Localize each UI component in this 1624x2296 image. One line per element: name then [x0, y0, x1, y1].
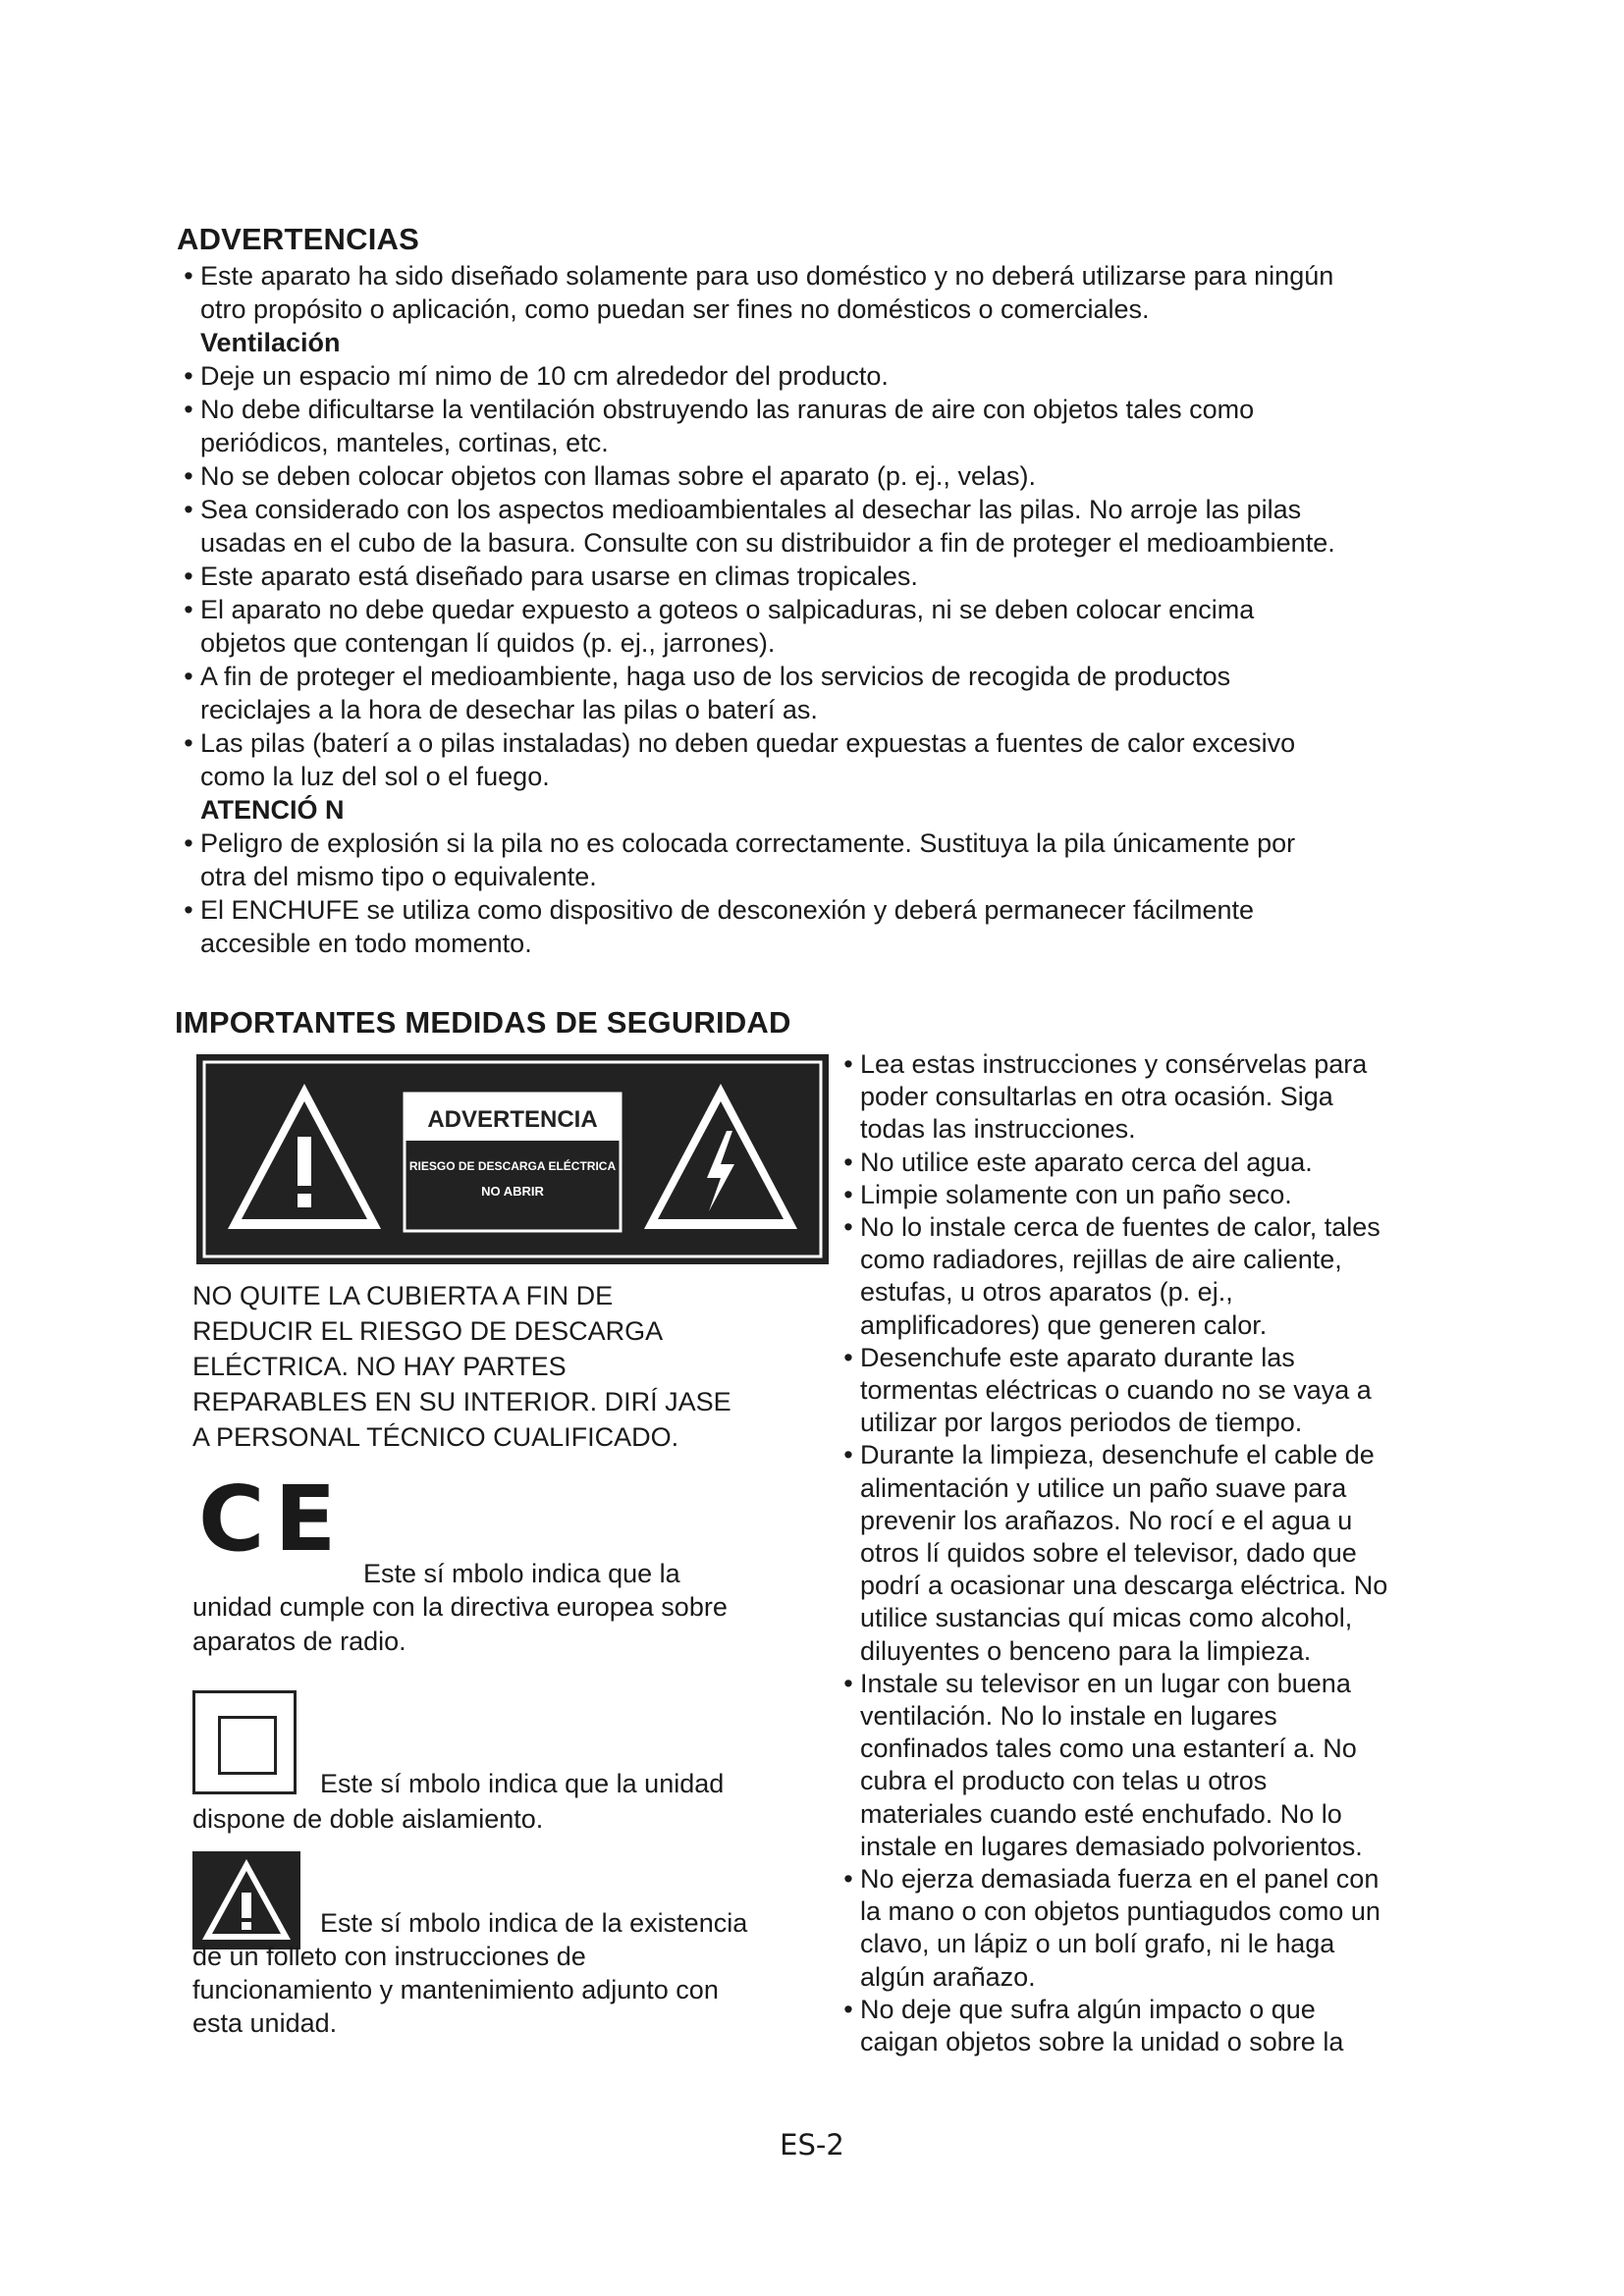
bullet-continuation: caigan objetos sobre la unidad o sobre la: [860, 2027, 1344, 2057]
bullet-continuation: estufas, u otros aparatos (p. ej.,: [860, 1277, 1233, 1308]
bullet-item: • Lea estas instrucciones y consérvelas para: [837, 1048, 1485, 1081]
bullet-continuation: tormentas eléctricas o cuando no se vaya a: [860, 1375, 1372, 1406]
bullet-continuation: utilizar por largos periodos de tiempo.: [860, 1408, 1303, 1438]
caption-line: NO QUITE LA CUBIERTA A FIN DE: [192, 1281, 614, 1310]
bullet-item: • No ejerza demasiada fuerza en el panel con: [837, 1863, 1485, 1896]
bullet-item: • No deje que sufra algún impacto o que: [837, 1994, 1485, 2026]
manual-text-2: de un folleto con instrucciones de: [192, 1942, 586, 1971]
double-insulation-text-2: dispone de doble aislamiento.: [192, 1804, 544, 1834]
bullet-item: • Sea considerado con los aspectos medioambientales al desechar las pilas. No arroje las pilas: [177, 493, 1473, 526]
bullet-continuation: instale en lugares demasiado polvorientos.: [860, 1831, 1363, 1861]
bullet-item: • Las pilas (baterí a o pilas instaladas) no deben quedar expuestas a fuentes de calor excesivo: [177, 726, 1473, 760]
bullet-continuation: otra del mismo tipo o equivalente.: [200, 862, 597, 891]
label-title: ADVERTENCIA: [427, 1106, 598, 1133]
bullet-continuation: materiales cuando esté enchufado. No lo: [860, 1798, 1342, 1829]
double-insulation-icon: [192, 1690, 297, 1794]
bullet-item: • No debe dificultarse la ventilación obstruyendo las ranuras de aire con objetos tales como: [177, 393, 1473, 426]
bullet-continuation: la mano o con objetos puntiagudos como un: [860, 1896, 1380, 1927]
subheading: Ventilación: [200, 328, 341, 357]
warnings-title: ADVERTENCIAS: [177, 222, 419, 256]
manual-text-4: esta unidad.: [192, 2008, 338, 2038]
shock-warning-label: [196, 1054, 829, 1264]
bullet-continuation: objetos que contengan lí quidos (p. ej., jarrones).: [200, 628, 776, 658]
bullet-item: • No se deben colocar objetos con llamas sobre el aparato (p. ej., velas).: [177, 459, 1473, 493]
bullet-continuation: confinados tales como una estanterí a. No: [860, 1734, 1357, 1764]
caption-line: A PERSONAL TÉCNICO CUALIFICADO.: [192, 1422, 679, 1452]
manual-text-3: funcionamiento y mantenimiento adjunto con: [192, 1975, 719, 2004]
warnings-list: [177, 259, 1473, 960]
bullet-item: • El ENCHUFE se utiliza como dispositivo de desconexión y deberá permanecer fácilmente: [177, 893, 1473, 927]
bullet-continuation: periódicos, manteles, cortinas, etc.: [200, 428, 609, 457]
ce-mark-icon: CE: [198, 1467, 347, 1572]
bullet-continuation: alimentación y utilice un paño suave para: [860, 1472, 1347, 1503]
bullet-item: • No utilice este aparato cerca del agua.: [837, 1147, 1485, 1179]
warnings-section: [177, 222, 1473, 960]
bullet-continuation: prevenir los arañazos. No rocí e el agua u: [860, 1505, 1353, 1535]
bullet-continuation: amplificadores) que generen calor.: [860, 1309, 1268, 1340]
bullet-continuation: poder consultarlas en otra ocasión. Siga: [860, 1082, 1333, 1112]
bullet-continuation: como radiadores, rejillas de aire caliente,: [860, 1245, 1342, 1275]
bullet-item: • Peligro de explosión si la pila no es colocada correctamente. Sustituya la pila únicamente por: [177, 827, 1473, 860]
bullet-continuation: otros lí quidos sobre el televisor, dado que: [860, 1538, 1357, 1569]
double-insulation-text-1: Este sí mbolo indica que la unidad: [320, 1769, 725, 1798]
bullet-item: • Deje un espacio mí nimo de 10 cm alrededor del producto.: [177, 359, 1473, 393]
bullet-continuation: usadas en el cubo de la basura. Consulte con su distribuidor a fin de proteger el medioambiente.: [200, 528, 1335, 558]
label-caption: [192, 1278, 821, 1455]
manual-warning-icon: [192, 1851, 300, 1949]
label-line1: RIESGO DE DESCARGA ELÉCTRICA: [408, 1159, 617, 1173]
bullet-continuation: accesible en todo momento.: [200, 929, 532, 958]
bullet-item: • Este aparato está diseñado para usarse en climas tropicales.: [177, 560, 1473, 593]
subheading: ATENCIÓ N: [200, 795, 345, 825]
bullet-continuation: cubra el producto con telas u otros: [860, 1766, 1268, 1796]
ce-text-3: aparatos de radio.: [192, 1627, 406, 1656]
label-line2: NO ABRIR: [481, 1184, 544, 1199]
caption-line: REPARABLES EN SU INTERIOR. DIRÍ JASE: [192, 1387, 731, 1416]
safety-title: IMPORTANTES MEDIDAS DE SEGURIDAD: [175, 1005, 791, 1040]
bullet-continuation: todas las instrucciones.: [860, 1114, 1136, 1145]
bullet-continuation: reciclajes a la hora de desechar las pilas o baterí as.: [200, 695, 818, 724]
safety-list: [837, 1048, 1485, 2058]
bullet-item: • El aparato no debe quedar expuesto a goteos o salpicaduras, ni se deben colocar encima: [177, 593, 1473, 626]
bullet-item: • Durante la limpieza, desenchufe el cable de: [837, 1439, 1485, 1471]
bullet-continuation: ventilación. No lo instale en lugares: [860, 1701, 1277, 1732]
bullet-continuation: podrí a ocasionar una descarga eléctrica. No: [860, 1571, 1388, 1601]
bullet-continuation: como la luz del sol o el fuego.: [200, 762, 550, 791]
bullet-item: • Instale su televisor en un lugar con buena: [837, 1668, 1485, 1700]
bullet-item: • Limpie solamente con un paño seco.: [837, 1179, 1485, 1211]
bullet-continuation: clavo, un lápiz o un bolí grafo, ni le haga: [860, 1929, 1335, 1959]
caption-line: ELÉCTRICA. NO HAY PARTES: [192, 1352, 567, 1381]
page-number: ES-2: [780, 2128, 844, 2162]
bullet-item: • Desenchufe este aparato durante las: [837, 1342, 1485, 1374]
manual-text-1: Este sí mbolo indica de la existencia: [320, 1908, 748, 1938]
bullet-item: • A fin de proteger el medioambiente, haga uso de los servicios de recogida de productos: [177, 660, 1473, 693]
bullet-continuation: algún arañazo.: [860, 1961, 1036, 1992]
bullet-item: • No lo instale cerca de fuentes de calor, tales: [837, 1211, 1485, 1244]
ce-text-2: unidad cumple con la directiva europea sobre: [192, 1592, 728, 1622]
caption-line: REDUCIR EL RIESGO DE DESCARGA: [192, 1316, 664, 1346]
ce-text-1: Este sí mbolo indica que la: [363, 1559, 680, 1588]
bullet-item: • Este aparato ha sido diseñado solamente para uso doméstico y no deberá utilizarse para ningún: [177, 259, 1473, 293]
bullet-continuation: diluyentes o benceno para la limpieza.: [860, 1635, 1312, 1666]
bullet-continuation: otro propósito o aplicación, como puedan ser fines no domésticos o comerciales.: [200, 294, 1150, 324]
bullet-continuation: utilice sustancias quí micas como alcohol,: [860, 1603, 1353, 1633]
